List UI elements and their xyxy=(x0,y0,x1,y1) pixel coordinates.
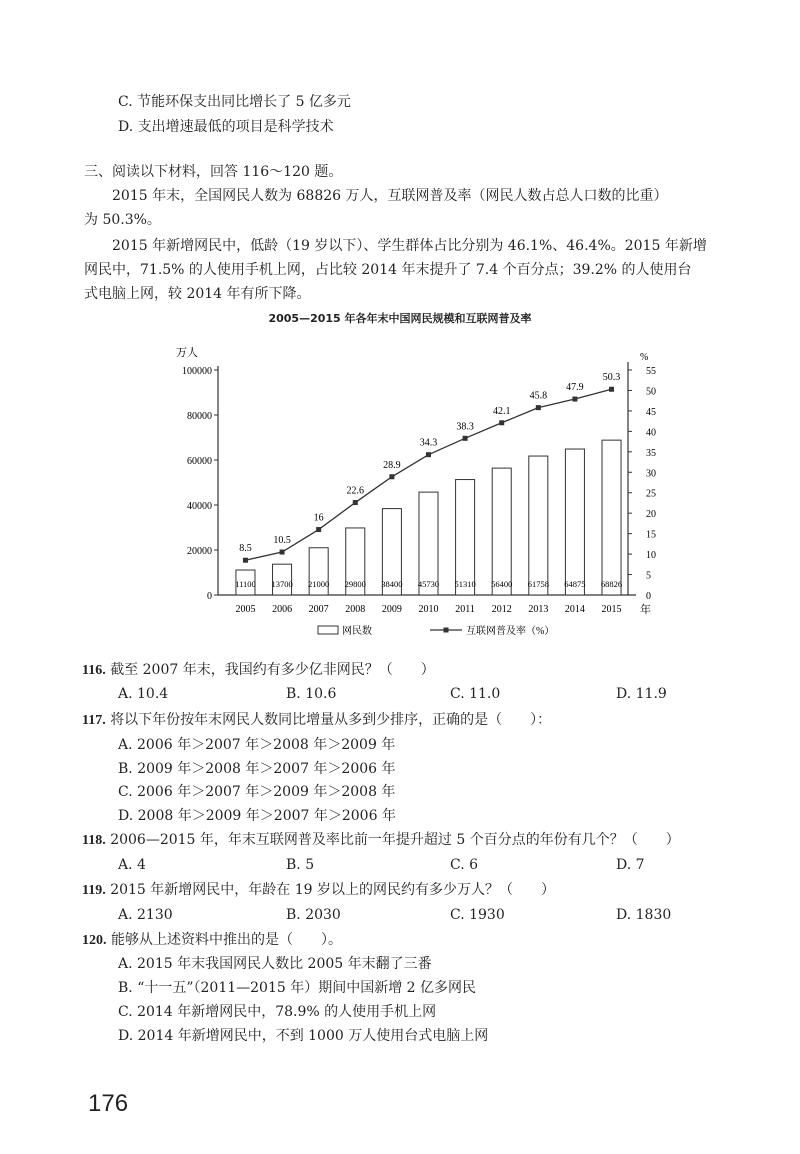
bar-value-label: 38400 xyxy=(381,579,403,589)
q118-option-d[interactable]: D. 7 xyxy=(616,857,645,873)
q117-option-d[interactable]: D. 2008 年＞2009 年＞2007 年＞2006 年 xyxy=(118,808,396,824)
right-tick-label: 10 xyxy=(646,550,656,562)
right-tick-label: 45 xyxy=(646,406,656,418)
x-tick-label: 2014 xyxy=(564,604,585,615)
page-number: 176 xyxy=(88,1090,129,1117)
x-tick-label: 2011 xyxy=(455,604,475,615)
line-value-label: 38.3 xyxy=(456,421,474,433)
right-tick-label: 35 xyxy=(646,447,656,459)
line-point xyxy=(463,436,468,441)
x-axis-unit: 年 xyxy=(640,604,651,616)
prev-option-c: C. 节能环保支出同比增长了 5 亿多元 xyxy=(118,94,351,110)
bar-value-label: 61758 xyxy=(527,579,549,589)
bar xyxy=(492,468,511,595)
right-tick-label: 20 xyxy=(646,509,656,521)
line-point xyxy=(389,474,394,479)
q119-option-b[interactable]: B. 2030 xyxy=(286,907,341,923)
legend-bar-swatch xyxy=(318,626,338,634)
material-paragraph-2-line-3: 式电脑上网，较 2014 年有所下降。 xyxy=(84,286,311,302)
line-value-label: 47.9 xyxy=(566,382,584,394)
legend-line-marker xyxy=(444,628,449,633)
right-tick-label: 0 xyxy=(646,591,651,602)
section-heading: 三、阅读以下材料，回答 116～120 题。 xyxy=(84,164,343,180)
bar-value-label: 21000 xyxy=(308,579,330,589)
x-tick-label: 2015 xyxy=(601,604,622,615)
line-point xyxy=(316,527,321,532)
line-point xyxy=(280,550,285,555)
left-tick-label: 80000 xyxy=(187,411,212,422)
q119-option-a[interactable]: A. 2130 xyxy=(118,907,173,923)
q116-option-b[interactable]: B. 10.6 xyxy=(286,686,337,702)
x-tick-label: 2013 xyxy=(528,604,549,615)
bar xyxy=(456,480,475,595)
legend-bar-label: 网民数 xyxy=(342,626,372,637)
material-paragraph-2-line-1: 2015 年新增网民中，低龄（19 岁以下）、学生群体占比分别为 46.1%、46.4%。2015 年新增 xyxy=(112,238,707,254)
bar-value-label: 51310 xyxy=(454,579,476,589)
q117-option-c[interactable]: C. 2006 年＞2007 年＞2009 年＞2008 年 xyxy=(118,784,396,800)
q116-option-a[interactable]: A. 10.4 xyxy=(118,686,169,702)
right-tick-label: 40 xyxy=(646,427,656,439)
q120-stem xyxy=(82,930,342,951)
q117-stem xyxy=(82,710,551,731)
line-point xyxy=(536,405,541,410)
q120-text: 能够从上述资料中推出的是（ ）。 xyxy=(110,932,342,948)
x-tick-label: 2010 xyxy=(418,604,439,615)
material-paragraph-1-line-1: 2015 年末，全国网民人数为 68826 万人，互联网普及率（网民人数占总人口数的比重） xyxy=(112,188,668,204)
q118-stem xyxy=(82,830,680,851)
line-value-label: 16 xyxy=(313,512,324,524)
chart-title: 2005—2015 年各年末中国网民规模和互联网普及率 xyxy=(268,312,532,325)
right-tick-label: 30 xyxy=(646,468,656,480)
line-point xyxy=(426,452,431,457)
line-value-label: 45.8 xyxy=(529,390,548,402)
q119-option-d[interactable]: D. 1830 xyxy=(616,907,672,923)
q120-number: 120. xyxy=(82,933,107,948)
q119-stem xyxy=(82,880,555,901)
q119-number: 119. xyxy=(82,883,106,898)
q120-option-b[interactable]: B. “十一五”（2011—2015 年）期间中国新增 2 亿多网民 xyxy=(118,980,477,996)
line-value-label: 34.3 xyxy=(419,437,438,449)
q120-option-a[interactable]: A. 2015 年末我国网民人数比 2005 年末翻了三番 xyxy=(118,956,432,972)
right-tick-label: 50 xyxy=(646,386,656,398)
line-value-label: 22.6 xyxy=(346,485,365,497)
q116-option-c[interactable]: C. 11.0 xyxy=(450,686,501,702)
material-paragraph-1-line-2: 为 50.3%。 xyxy=(84,212,161,228)
line-point xyxy=(572,397,577,402)
line-point xyxy=(499,420,504,425)
bar xyxy=(565,449,584,595)
q116-stem xyxy=(82,660,435,681)
bar-value-label: 45730 xyxy=(417,579,440,589)
left-axis-unit: 万人 xyxy=(176,347,198,359)
q117-number: 117. xyxy=(82,713,106,728)
bar-value-label: 29800 xyxy=(344,579,366,589)
q119-text: 2015 年新增网民中，年龄在 19 岁以上的网民约有多少万人？（ ） xyxy=(110,882,555,898)
q116-option-d[interactable]: D. 11.9 xyxy=(616,686,667,702)
bar-value-label: 13700 xyxy=(271,579,293,589)
right-tick-label: 5 xyxy=(646,570,651,582)
x-tick-label: 2007 xyxy=(308,604,329,615)
chart xyxy=(0,330,800,680)
q118-option-b[interactable]: B. 5 xyxy=(286,857,315,873)
bar-value-label: 64875 xyxy=(564,579,586,589)
prev-option-d: D. 支出增速最低的项目是科学技术 xyxy=(118,119,334,135)
q120-option-c[interactable]: C. 2014 年新增网民中，78.9% 的人使用手机上网 xyxy=(118,1004,437,1020)
left-tick-label: 20000 xyxy=(187,546,212,557)
left-tick-label: 60000 xyxy=(187,456,212,467)
q118-option-c[interactable]: C. 6 xyxy=(450,857,479,873)
bar-value-label: 56400 xyxy=(491,579,513,589)
x-tick-label: 2012 xyxy=(491,604,512,615)
right-tick-label: 25 xyxy=(646,488,656,500)
q116-text: 截至 2007 年末，我国约有多少亿非网民？（ ） xyxy=(110,662,435,678)
q118-number: 118. xyxy=(82,833,106,848)
q118-option-a[interactable]: A. 4 xyxy=(118,857,146,873)
left-tick-label: 40000 xyxy=(187,501,212,512)
x-tick-label: 2005 xyxy=(235,604,256,615)
bar xyxy=(602,440,621,595)
left-tick-label: 0 xyxy=(207,591,212,602)
bar-value-label: 11100 xyxy=(235,579,256,589)
bar-value-label: 68826 xyxy=(600,579,623,589)
x-tick-label: 2009 xyxy=(381,604,402,615)
line-value-label: 50.3 xyxy=(602,372,621,384)
line-value-label: 28.9 xyxy=(383,459,401,471)
q117-option-a[interactable]: A. 2006 年＞2007 年＞2008 年＞2009 年 xyxy=(118,737,396,753)
line-point xyxy=(609,387,614,392)
line-point xyxy=(243,558,248,563)
x-tick-label: 2006 xyxy=(272,604,293,615)
q116-number: 116. xyxy=(82,663,106,678)
x-tick-label: 2008 xyxy=(345,604,366,615)
right-tick-label: 15 xyxy=(646,529,656,541)
line-value-label: 8.5 xyxy=(239,543,252,555)
q119-option-c[interactable]: C. 1930 xyxy=(450,907,505,923)
right-axis-unit: % xyxy=(640,352,649,363)
right-tick-label: 55 xyxy=(646,366,656,377)
line-value-label: 10.5 xyxy=(273,535,291,547)
bar xyxy=(529,456,548,595)
legend-line-label: 互联网普及率（%） xyxy=(466,626,555,637)
q118-text: 2006—2015 年，年末互联网普及率比前一年提升超过 5 个百分点的年份有几个？（ ） xyxy=(110,832,680,848)
q117-text: 将以下年份按年末网民人数同比增量从多到少排序，正确的是（ ）： xyxy=(110,712,552,728)
q120-option-d[interactable]: D. 2014 年新增网民中，不到 1000 万人使用台式电脑上网 xyxy=(118,1028,489,1044)
material-paragraph-2-line-2: 网民中，71.5% 的人使用手机上网，占比较 2014 年末提升了 7.4 个百分点；39.2% 的人使用台 xyxy=(84,262,692,278)
line-point xyxy=(353,500,358,505)
q117-option-b[interactable]: B. 2009 年＞2008 年＞2007 年＞2006 年 xyxy=(118,761,396,777)
line-value-label: 42.1 xyxy=(492,405,511,417)
left-tick-label: 100000 xyxy=(182,366,212,377)
